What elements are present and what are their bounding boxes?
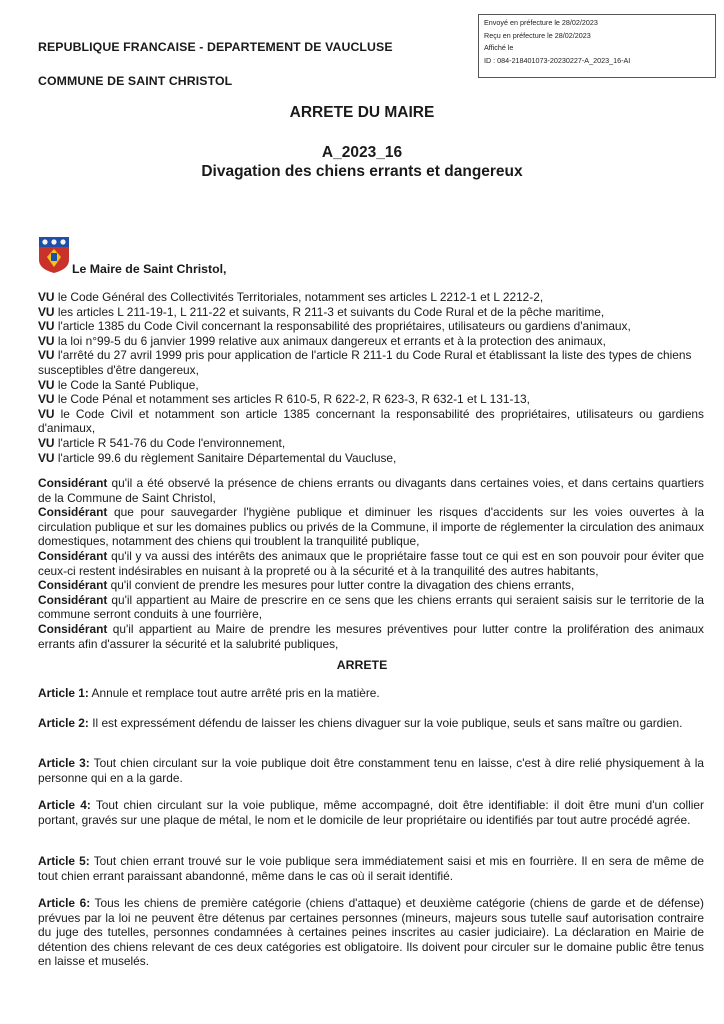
vu-label: VU (38, 304, 55, 319)
article-label: Article 1: (38, 686, 89, 700)
header-republique: REPUBLIQUE FRANCAISE - DEPARTEMENT DE VAUCLUSE (38, 40, 393, 54)
article-paragraph (38, 686, 704, 701)
coat-of-arms-icon (38, 236, 70, 274)
article-1 (38, 686, 704, 701)
considerant-text: qu'il a été observé la présence de chiens errants ou divagants dans certaines voies, et dans certains quartiers de la Commune de Saint Christol, (38, 476, 704, 505)
article-6 (38, 896, 704, 969)
mayor-intro: Le Maire de Saint Christol, (72, 262, 227, 276)
page-title: ARRETE DU MAIRE (289, 104, 435, 121)
vu-text: la loi n°99-5 du 6 janvier 1999 relative aux animaux dangereux et errants et à la protection des animaux, (54, 333, 606, 348)
header-commune: COMMUNE DE SAINT CHRISTOL (38, 74, 233, 88)
vu-item (38, 451, 704, 466)
vu-label: VU (38, 392, 55, 407)
article-3 (38, 756, 704, 785)
article-2 (38, 716, 704, 731)
article-paragraph (38, 716, 704, 731)
considerant-item (38, 622, 704, 651)
vu-label: VU (38, 406, 55, 421)
article-label: Article 6: (38, 896, 91, 910)
vu-item (38, 319, 704, 334)
vu-item (38, 436, 704, 451)
considerant-label: Considérant (38, 505, 108, 520)
vu-item (38, 407, 704, 436)
vu-label: VU (38, 450, 55, 465)
considerant-text: qu'il convient de prendre les mesures pour lutter contre la divagation des chiens errants, (107, 578, 575, 593)
considerant-section (38, 476, 704, 651)
vu-text: l'article 1385 du Code Civil concernant la responsabilité des propriétaires, utilisateurs ou gardiens d'animaux, (54, 319, 631, 334)
vu-section (38, 290, 704, 465)
article-paragraph (38, 896, 704, 969)
article-text: Tout chien circulant sur la voie publique doit être constamment tenu en laisse, c'est à dire relié physiquement à la personne qui en a la garde. (38, 756, 704, 785)
article-text: Annule et remplace tout autre arrêté pris en la matière. (88, 686, 380, 700)
considerant-item (38, 505, 704, 549)
vu-item (38, 392, 704, 407)
vu-text: l'article R 541-76 du Code l'environnement, (54, 435, 286, 450)
arrete-subject: Divagation des chiens errants et dangereux (201, 163, 523, 180)
considerant-item (38, 578, 704, 593)
article-paragraph (38, 756, 704, 785)
considerant-label: Considérant (38, 548, 108, 563)
article-label: Article 3: (38, 756, 90, 770)
article-text: Tout chien circulant sur la voie publique, même accompagné, doit être identifiable: il doit être muni d'un collier portant, gravés sur une plaque de métal, le nom et le domicile de leur propriétaire ou identifiés par tout autre procédé agrée. (38, 798, 705, 827)
vu-text: le Code Civil et notamment son article 1385 concernant la responsabilité des propriétaires, utilisateurs ou gardiens d'animaux, (38, 406, 704, 436)
article-text: Il est expressément défendu de laisser les chiens divaguer sur la voie publique, seuls et sans maître ou gardien. (88, 716, 683, 730)
article-label: Article 5: (38, 854, 90, 868)
vu-label: VU (38, 348, 55, 363)
article-text: Tout chien errant trouvé sur le voie publique sera immédiatement saisi et mis en fourrière. Il en sera de même de tout chien errant paraissant abandonné, même dans le cas où il serait identifié. (38, 854, 704, 883)
vu-label: VU (38, 319, 55, 334)
stamp-received-date: Reçu en préfecture le 28/02/2023 (484, 30, 591, 40)
stamp-sent-date: Envoyé en préfecture le 28/02/2023 (484, 18, 598, 27)
arrete-number: A_2023_16 (321, 144, 403, 161)
article-label: Article 4: (38, 798, 91, 812)
vu-text: l'arrêté du 27 avril 1999 pris pour application de l'article R 211-1 du Code Rural et établissant la liste des types de chiens susceptibles d'être dangereux, (38, 348, 692, 377)
considerant-text: que pour sauvegarder l'hygiène publique et diminuer les risques d'accidents sur les voies ouvertes à la circulation publique et sur les domaines publics ou privés de la Commune, il importe de réglementer la circulation des animaux domestiques, notamment des chiens qui troublent la tranquilité publique, (38, 505, 704, 549)
vu-label: VU (38, 290, 55, 304)
considerant-label: Considérant (38, 592, 108, 607)
vu-item (38, 305, 704, 320)
vu-label: VU (38, 333, 55, 348)
considerant-label: Considérant (38, 621, 108, 636)
article-paragraph (38, 854, 704, 883)
article-paragraph (38, 798, 704, 827)
considerant-item (38, 593, 704, 622)
vu-text: le Code Général des Collectivités Territoriales, notamment ses articles L 2212-1 et L 2212-2, (54, 290, 544, 304)
vu-item (38, 334, 704, 349)
vu-label: VU (38, 377, 55, 392)
considerant-text: qu'il appartient au Maire de prescrire en ce sens que les chiens errants qui seraient saisis sur le territorie de la commune serront conduits à une fourrière, (38, 592, 704, 622)
article-4 (38, 798, 704, 827)
vu-label: VU (38, 435, 55, 450)
vu-item (38, 348, 704, 377)
article-text: Tous les chiens de première catégorie (chiens d'attaque) et deuxième catégorie (chiens de garde et de défense) prévues par la loi ne peuvent être détenus par certaines personnes (mineurs, majeurs sous tutelle sauf autorisation contraire du juge des tutelles, personnes condamnées à certaines peines inscrites au casier judiciaire). La déclaration en Mairie de détention des chiens relevant de ces deux catégories est obligatoire. Ils doivent pour circuler sur le domaine public être tenus en laisse et muselés. (38, 896, 704, 969)
vu-item (38, 378, 704, 393)
considerant-text: qu'il y va aussi des intérêts des animaux que le propriétaire fasse tout ce qui est en son pouvoir pour éviter que ceux-ci restent indésirables en nuisant à la propreté ou à la sécurité et à la tranquilité des autres habitants, (38, 548, 704, 578)
considerant-text: qu'il appartient au Maire de prendre les mesures préventives pour lutter contre la prolifération des animaux errants afin d'assurer la sécurité et la salubrité publiques, (38, 621, 704, 651)
article-5 (38, 854, 704, 883)
considerant-item (38, 476, 704, 505)
vu-item (38, 290, 704, 305)
vu-text: l'article 99.6 du règlement Sanitaire Départemental du Vaucluse, (54, 450, 397, 465)
considerant-label: Considérant (38, 476, 108, 490)
considerant-item (38, 549, 704, 578)
stamp-posted: Affiché le (484, 43, 514, 53)
stamp-id: ID : 084-218401073-20230227-A_2023_16-AI (484, 55, 631, 65)
article-label: Article 2: (38, 716, 89, 730)
prefecture-stamp (478, 14, 716, 78)
vu-text: le Code Pénal et notamment ses articles R 610-5, R 622-2, R 623-3, R 632-1 et L 131-13, (54, 392, 530, 407)
vu-text: les articles L 211-19-1, L 211-22 et suivants, R 211-3 et suivants du Code Rural et de la pêche maritime, (54, 304, 605, 319)
considerant-label: Considérant (38, 578, 108, 593)
arrete-heading: ARRETE (336, 658, 388, 672)
vu-text: le Code la Santé Publique, (54, 377, 199, 392)
